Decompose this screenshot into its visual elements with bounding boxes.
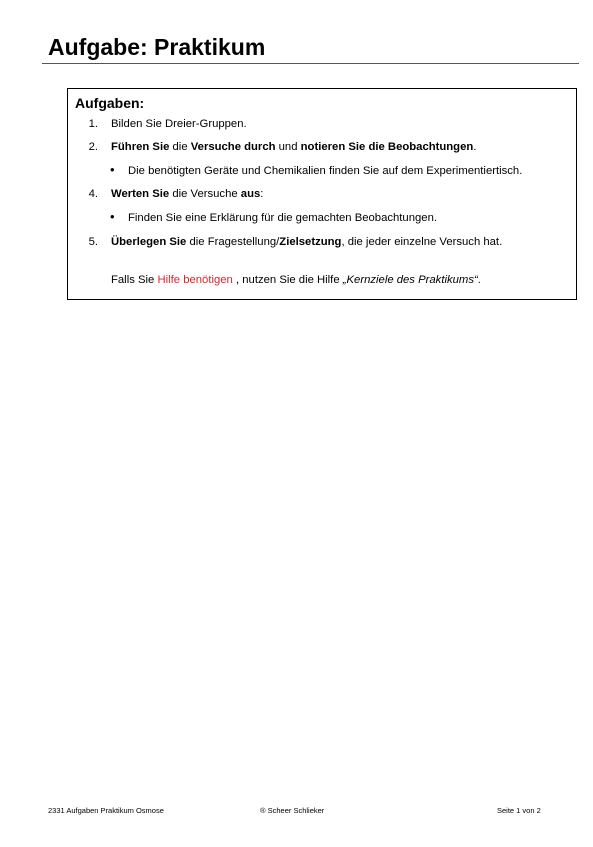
task-item-5 xyxy=(111,235,502,250)
task-item-1-text: Bilden Sie Dreier-Gruppen. xyxy=(111,118,247,130)
task-item-number: 5. xyxy=(88,236,98,248)
task-item-5-bold: Zielsetzung xyxy=(279,236,342,248)
help-note xyxy=(111,273,481,288)
task-box xyxy=(67,88,577,300)
task-item-2-bold: Versuche durch xyxy=(190,141,276,153)
task-item-2-bullet: Die benötigten Geräte und Chemikalien finden Sie auf dem Experimentiertisch. xyxy=(128,165,523,177)
task-item-number: 2. xyxy=(88,141,98,153)
task-item-2-bold: notieren Sie die Beobachtungen xyxy=(300,141,474,153)
task-item-2 xyxy=(111,140,476,155)
task-item-4-text: die Versuche xyxy=(169,188,241,200)
title-divider xyxy=(42,63,579,64)
task-item-2-bold: Führen Sie xyxy=(111,141,170,153)
help-note-text: Falls Sie xyxy=(111,274,158,286)
task-item-4-bullet: Finden Sie eine Erklärung für die gemachten Beobachtungen. xyxy=(128,212,437,224)
task-item-4-bold: aus xyxy=(240,188,261,200)
task-item-number: 4. xyxy=(88,188,98,200)
page-title: Aufgabe: Praktikum xyxy=(48,34,266,60)
footer-document-id: 2331 Aufgaben Praktikum Osmose xyxy=(48,806,164,815)
bullet-icon: • xyxy=(110,209,115,224)
task-item-4-text: : xyxy=(260,188,264,200)
help-reference-title: „Kernziele des Praktikums“ xyxy=(342,274,478,286)
task-item-5-bold: Überlegen Sie xyxy=(111,236,187,248)
task-item-2-text: die xyxy=(169,141,191,153)
task-item-1 xyxy=(111,117,247,132)
task-box-heading: Aufgaben: xyxy=(75,95,145,111)
task-item-number: 1. xyxy=(88,118,98,130)
task-item-5-text: , die jeder einzelne Versuch hat. xyxy=(341,236,503,248)
task-item-4-bold: Werten Sie xyxy=(111,188,170,200)
task-item-2-text: . xyxy=(473,141,477,153)
task-item-2-text: und xyxy=(275,141,301,153)
footer-page-number: Seite 1 von 2 xyxy=(497,806,541,815)
bullet-icon: • xyxy=(110,162,115,177)
footer-copyright: ® Scheer Schlieker xyxy=(260,806,325,815)
help-note-text: . xyxy=(477,274,481,286)
help-link[interactable]: Hilfe benötigen xyxy=(157,274,233,286)
help-note-text: , nutzen Sie die Hilfe xyxy=(232,274,343,286)
task-item-5-text: die Fragestellung/ xyxy=(186,236,280,248)
task-item-4 xyxy=(111,187,263,202)
